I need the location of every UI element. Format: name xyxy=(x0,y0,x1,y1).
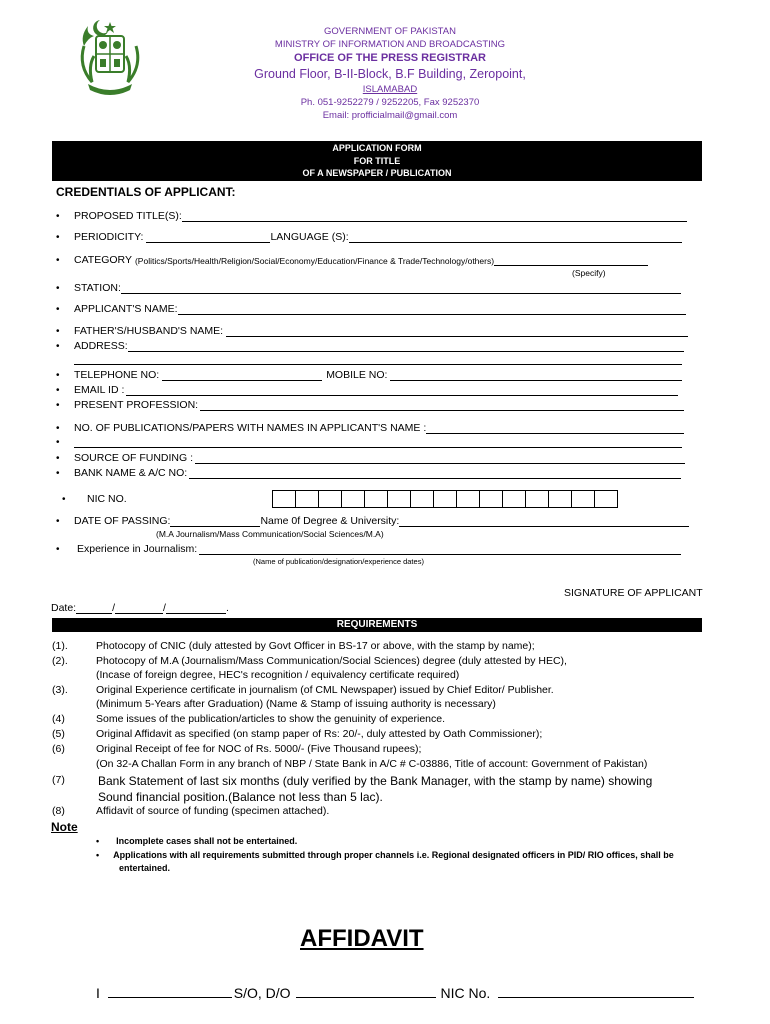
field-address xyxy=(56,340,684,352)
date-separator: / xyxy=(163,602,166,614)
publications-input-line-2[interactable] xyxy=(74,437,682,448)
publications-input[interactable] xyxy=(426,423,684,434)
language-label: LANGUAGE (S): xyxy=(270,231,349,243)
affidavit-line xyxy=(96,983,694,1001)
applicant-name-input[interactable] xyxy=(178,304,686,315)
affidavit-nic-input[interactable] xyxy=(498,983,694,998)
profession-input[interactable] xyxy=(200,400,684,411)
category-label: CATEGORY xyxy=(74,254,132,266)
bullet: • xyxy=(56,468,60,479)
requirement-number: (6) xyxy=(52,743,65,755)
bullet: • xyxy=(56,385,60,396)
pakistan-emblem-logo xyxy=(74,16,146,102)
field-applicant-name xyxy=(56,303,686,315)
requirements-banner: REQUIREMENTS xyxy=(52,618,702,632)
header-office: OFFICE OF THE PRESS REGISTRAR xyxy=(294,52,486,64)
banner-line-2: FOR TITLE xyxy=(353,155,401,166)
requirement-text: Photocopy of M.A (Journalism/Mass Communication/Social Sciences) degree (duly attested by HEC), xyxy=(96,655,567,667)
field-experience xyxy=(56,543,681,555)
form-title-banner xyxy=(52,141,702,181)
so-do-label: S/O, D/O xyxy=(233,985,291,1001)
credentials-title: CREDENTIALS OF APPLICANT: xyxy=(56,185,236,199)
field-date-passing xyxy=(56,515,689,527)
requirement-text: Photocopy of CNIC (duly attested by Govt Officer in BS-17 or above, with the stamp by name); xyxy=(96,640,535,652)
specify-hint: (Specify) xyxy=(572,268,606,278)
requirement-text: Original Affidavit as specified (on stamp paper of Rs: 20/-, duly attested by Oath Commissioner); xyxy=(96,728,543,740)
date-month-input[interactable] xyxy=(115,603,163,614)
father-name-input[interactable] xyxy=(226,326,688,337)
proposed-title-label: PROPOSED TITLE(S): xyxy=(74,210,182,222)
requirement-number: (1). xyxy=(52,640,68,652)
date-label: Date: xyxy=(51,602,77,614)
relation-name-input[interactable] xyxy=(296,983,436,998)
degree-input[interactable] xyxy=(399,516,689,527)
bullet: • xyxy=(56,400,60,411)
field-telephone xyxy=(56,369,682,381)
note-item-1 xyxy=(96,836,297,846)
field-category xyxy=(56,254,648,266)
requirement-text: Original Receipt of fee for NOC of Rs. 5000/- (Five Thousand rupees); xyxy=(96,743,422,755)
date-separator: / xyxy=(112,602,116,614)
experience-label: Experience in Journalism: xyxy=(77,543,198,555)
date-end: . xyxy=(225,602,229,614)
bullet: • xyxy=(56,304,60,315)
applicant-name-label: APPLICANT'S NAME: xyxy=(74,303,178,315)
address-input[interactable] xyxy=(128,341,684,352)
station-input[interactable] xyxy=(121,283,681,294)
note-item-2-cont: entertained. xyxy=(119,863,171,873)
requirement-text: (Minimum 5-Years after Graduation) (Name & Stamp of issuing authority is necessary) xyxy=(96,698,496,710)
date-year-input[interactable] xyxy=(166,603,226,614)
language-input[interactable] xyxy=(349,232,682,243)
bullet: • xyxy=(62,494,66,505)
note-title: Note xyxy=(51,820,78,834)
requirement-number: (3). xyxy=(52,684,68,696)
affidavit-nic-label: NIC No. xyxy=(440,985,491,1001)
bullet: • xyxy=(56,423,60,434)
degree-hint: (M.A Journalism/Mass Communication/Social Sciences/M.A) xyxy=(156,529,384,539)
header-ministry: MINISTRY OF INFORMATION AND BROADCASTING xyxy=(274,39,506,50)
requirement-text: (On 32-A Challan Form in any branch of NBP / State Bank in A/C # C-03886, Title of account: Government of Pakistan) xyxy=(96,758,648,770)
profession-label: PRESENT PROFESSION: xyxy=(74,399,199,411)
field-publications xyxy=(56,422,684,434)
field-periodicity xyxy=(56,231,682,243)
requirement-text: Some issues of the publication/articles to show the genuinity of experience. xyxy=(96,713,446,725)
periodicity-label: PERIODICITY: xyxy=(74,231,144,243)
mobile-label: MOBILE NO: xyxy=(326,369,388,381)
degree-label: Name 0f Degree & University: xyxy=(260,515,400,527)
field-nic xyxy=(62,493,127,505)
mobile-input[interactable] xyxy=(390,370,682,381)
funding-label: SOURCE OF FUNDING : xyxy=(74,452,194,464)
proposed-title-input[interactable] xyxy=(182,211,687,222)
affidavit-title: AFFIDAVIT xyxy=(300,925,424,952)
father-name-label: FATHER'S/HUSBAND'S NAME: xyxy=(74,325,224,337)
bullet: • xyxy=(56,283,60,294)
field-proposed-title xyxy=(56,210,687,222)
requirement-number: (5) xyxy=(52,728,65,740)
nic-input-boxes[interactable] xyxy=(272,490,617,508)
header-address: Ground Floor, B-II-Block, B.F Building, Zeropoint, xyxy=(254,67,526,81)
experience-hint: (Name of publication/designation/experience dates) xyxy=(253,557,424,566)
requirement-text: Affidavit of source of funding (specimen attached). xyxy=(96,805,330,817)
requirement-text: Sound financial position.(Balance not less than 5 lac). xyxy=(98,790,383,804)
bullet: • xyxy=(56,516,60,527)
bullet: • xyxy=(56,255,60,266)
requirement-number: (2). xyxy=(52,655,68,667)
date-day-input[interactable] xyxy=(76,603,112,614)
bullet: • xyxy=(56,341,60,352)
email-label: EMAIL ID : xyxy=(74,384,125,396)
header-government: GOVERNMENT OF PAKISTAN xyxy=(324,26,456,37)
funding-input[interactable] xyxy=(195,453,685,464)
bullet: • xyxy=(56,370,60,381)
requirement-text: (Incase of foreign degree, HEC's recognition / equivalency certificate required) xyxy=(96,669,460,681)
field-date xyxy=(51,602,229,614)
bullet: • xyxy=(96,850,100,860)
requirement-text: Original Experience certificate in journalism (of CML Newspaper) issued by Chief Editor/ Publisher. xyxy=(96,684,554,696)
note-item-2 xyxy=(96,850,674,860)
header-email: Email: profficialmail@gmail.com xyxy=(322,110,458,121)
i-label: I xyxy=(96,985,100,1001)
bank-label: BANK NAME & A/C NO: xyxy=(74,467,188,479)
publications-label: NO. OF PUBLICATIONS/PAPERS WITH NAMES IN APPLICANT'S NAME : xyxy=(74,422,427,434)
requirement-number: (7) xyxy=(52,774,65,786)
requirement-number: (4) xyxy=(52,713,65,725)
header-phone: Ph. 051-9252279 / 9252205, Fax 9252370 xyxy=(300,97,480,108)
email-input[interactable] xyxy=(126,385,678,396)
station-label: STATION: xyxy=(74,282,121,294)
requirement-number: (8) xyxy=(52,805,65,817)
field-father-name xyxy=(56,325,688,337)
experience-input[interactable] xyxy=(199,544,681,555)
bullet: • xyxy=(56,544,60,555)
field-funding xyxy=(56,452,685,464)
category-options: (Politics/Sports/Health/Religion/Social/Economy/Education/Finance & Trade/Technology/others) xyxy=(134,256,495,266)
date-passing-label: DATE OF PASSING: xyxy=(74,515,171,527)
bullet: • xyxy=(56,211,60,222)
signature-label: SIGNATURE OF APPLICANT xyxy=(564,587,703,599)
bank-input[interactable] xyxy=(189,468,681,479)
note-text: Applications with all requirements submitted through proper channels i.e. Regional designated officers in PID/ RIO offices, shall be xyxy=(113,850,674,860)
name-input[interactable] xyxy=(108,983,232,998)
telephone-label: TELEPHONE NO: xyxy=(74,369,160,381)
banner-line-3: OF A NEWSPAPER / PUBLICATION xyxy=(302,168,452,178)
periodicity-input[interactable] xyxy=(146,232,270,243)
field-bank xyxy=(56,467,681,479)
note-text: Incomplete cases shall not be entertained. xyxy=(116,836,298,846)
category-input[interactable] xyxy=(494,255,648,266)
address-input-line-2[interactable] xyxy=(74,354,682,365)
field-email xyxy=(56,384,678,396)
date-passing-input[interactable] xyxy=(170,516,260,527)
header-city: ISLAMABAD xyxy=(362,84,418,95)
banner-line-1: APPLICATION FORM xyxy=(332,143,422,153)
field-station xyxy=(56,282,681,294)
bullet: • xyxy=(56,437,60,448)
telephone-input[interactable] xyxy=(162,370,322,381)
address-label: ADDRESS: xyxy=(74,340,128,352)
bullet: • xyxy=(96,836,100,846)
bullet: • xyxy=(56,453,60,464)
nic-label: NIC NO. xyxy=(87,493,127,505)
field-profession xyxy=(56,399,684,411)
bullet: • xyxy=(56,326,60,337)
requirement-text: Bank Statement of last six months (duly verified by the Bank Manager, with the stamp by name) showing xyxy=(98,774,653,788)
bullet: • xyxy=(56,232,60,243)
